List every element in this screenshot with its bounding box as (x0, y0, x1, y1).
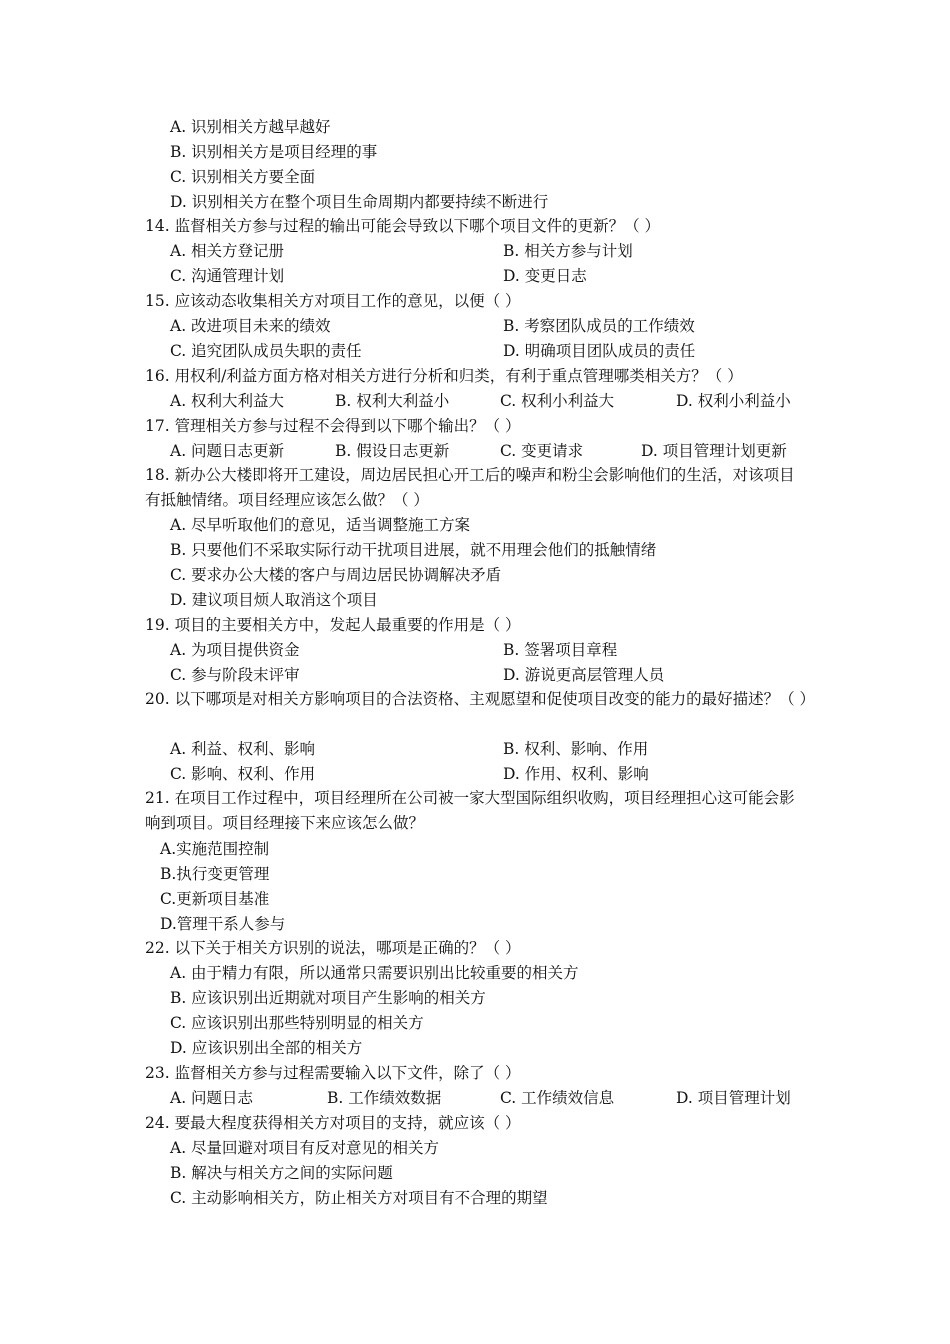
q19-option-a: A. 为项目提供资金 (170, 641, 300, 659)
q13-option-a: A. 识别相关方越早越好 (170, 118, 331, 136)
q20-option-d: D. 作用、权利、影响 (503, 765, 649, 783)
q15-option-d: D. 明确项目团队成员的责任 (503, 342, 696, 360)
q16-option-a: A. 权利大利益大 (170, 392, 285, 410)
q16-option-d: D. 权利小利益小 (676, 392, 791, 410)
q15-option-c: C. 追究团队成员失职的责任 (170, 342, 362, 360)
q23-option-a: A. 问题日志 (170, 1089, 254, 1107)
q14-question: 14. 监督相关方参与过程的输出可能会导致以下哪个项目文件的更新？（ ） (145, 217, 661, 235)
q17-option-a: A. 问题日志更新 (170, 442, 285, 460)
q14-option-b: B. 相关方参与计划 (503, 242, 633, 260)
q18-option-b: B. 只要他们不采取实际行动干扰项目进展，就不用理会他们的抵触情绪 (170, 541, 657, 559)
q16-option-c: C. 权利小利益大 (500, 392, 615, 410)
q23-option-d: D. 项目管理计划 (676, 1089, 791, 1107)
q13-option-d: D. 识别相关方在整个项目生命周期内都要持续不断进行 (170, 193, 549, 211)
q22-question: 22. 以下关于相关方识别的说法，哪项是正确的？（ ） (145, 939, 521, 957)
q20-option-a: A. 利益、权利、影响 (170, 740, 316, 758)
q19-option-b: B. 签署项目章程 (503, 641, 618, 659)
q22-option-c: C. 应该识别出那些特别明显的相关方 (170, 1014, 424, 1032)
q17-option-b: B. 假设日志更新 (335, 442, 450, 460)
q24-option-c: C. 主动影响相关方，防止相关方对项目有不合理的期望 (170, 1189, 548, 1207)
q19-question: 19. 项目的主要相关方中，发起人最重要的作用是（ ） (145, 616, 521, 634)
q18-option-a: A. 尽早听取他们的意见，适当调整施工方案 (170, 516, 471, 534)
q21-option-b: B.执行变更管理 (160, 865, 270, 883)
q20-question: 20. 以下哪项是对相关方影响项目的合法资格、主观愿望和促使项目改变的能力的最好描述？（ ） (145, 690, 816, 708)
q16-option-b: B. 权利大利益小 (335, 392, 450, 410)
q22-option-a: A. 由于精力有限，所以通常只需要识别出比较重要的相关方 (170, 964, 579, 982)
q15-option-a: A. 改进项目未来的绩效 (170, 317, 331, 335)
q20-option-b: B. 权利、影响、作用 (503, 740, 649, 758)
q18-question: 18. 新办公大楼即将开工建设，周边居民担心开工后的噪声和粉尘会影响他们的生活，对该项目有抵触情绪。项目经理应该怎么做？（ ） (145, 466, 795, 509)
q18-option-d: D. 建议项目烦人取消这个项目 (170, 591, 378, 609)
q23-question: 23. 监督相关方参与过程需要输入以下文件，除了（ ） (145, 1064, 521, 1082)
q13-option-b: B. 识别相关方是项目经理的事 (170, 143, 378, 161)
q19-option-c: C. 参与阶段末评审 (170, 666, 300, 684)
q21-option-a: A.实施范围控制 (160, 840, 270, 858)
q13-option-c: C. 识别相关方要全面 (170, 168, 316, 186)
q19-option-d: D. 游说更高层管理人员 (503, 666, 665, 684)
q22-option-b: B. 应该识别出近期就对项目产生影响的相关方 (170, 989, 486, 1007)
q21-option-c: C.更新项目基准 (160, 890, 270, 908)
q14-option-a: A. 相关方登记册 (170, 242, 285, 260)
q22-option-d: D. 应该识别出全部的相关方 (170, 1039, 363, 1057)
q21-option-d: D.管理干系人参与 (160, 915, 286, 933)
q14-option-c: C. 沟通管理计划 (170, 267, 285, 285)
q23-option-c: C. 工作绩效信息 (500, 1089, 615, 1107)
q17-question: 17. 管理相关方参与过程不会得到以下哪个输出？（ ） (145, 417, 521, 435)
q24-option-b: B. 解决与相关方之间的实际问题 (170, 1164, 393, 1182)
q14-option-d: D. 变更日志 (503, 267, 587, 285)
q20-option-c: C. 影响、权利、作用 (170, 765, 316, 783)
q23-option-b: B. 工作绩效数据 (327, 1089, 442, 1107)
q21-question: 21. 在项目工作过程中，项目经理所在公司被一家大型国际组织收购，项目经理担心这可能会影响到项目。项目经理接下来应该怎么做？ (145, 789, 795, 832)
q17-option-d: D. 项目管理计划更新 (641, 442, 787, 460)
q15-option-b: B. 考察团队成员的工作绩效 (503, 317, 695, 335)
q16-question: 16. 用权利/利益方面方格对相关方进行分析和归类，有利于重点管理哪类相关方？（ ） (145, 367, 743, 385)
q17-option-c: C. 变更请求 (500, 442, 584, 460)
q18-option-c: C. 要求办公大楼的客户与周边居民协调解决矛盾 (170, 566, 502, 584)
q15-question: 15. 应该动态收集相关方对项目工作的意见，以便（ ） (145, 292, 521, 310)
q24-question: 24. 要最大程度获得相关方对项目的支持，就应该（ ） (145, 1114, 521, 1132)
q24-option-a: A. 尽量回避对项目有反对意见的相关方 (170, 1139, 440, 1157)
